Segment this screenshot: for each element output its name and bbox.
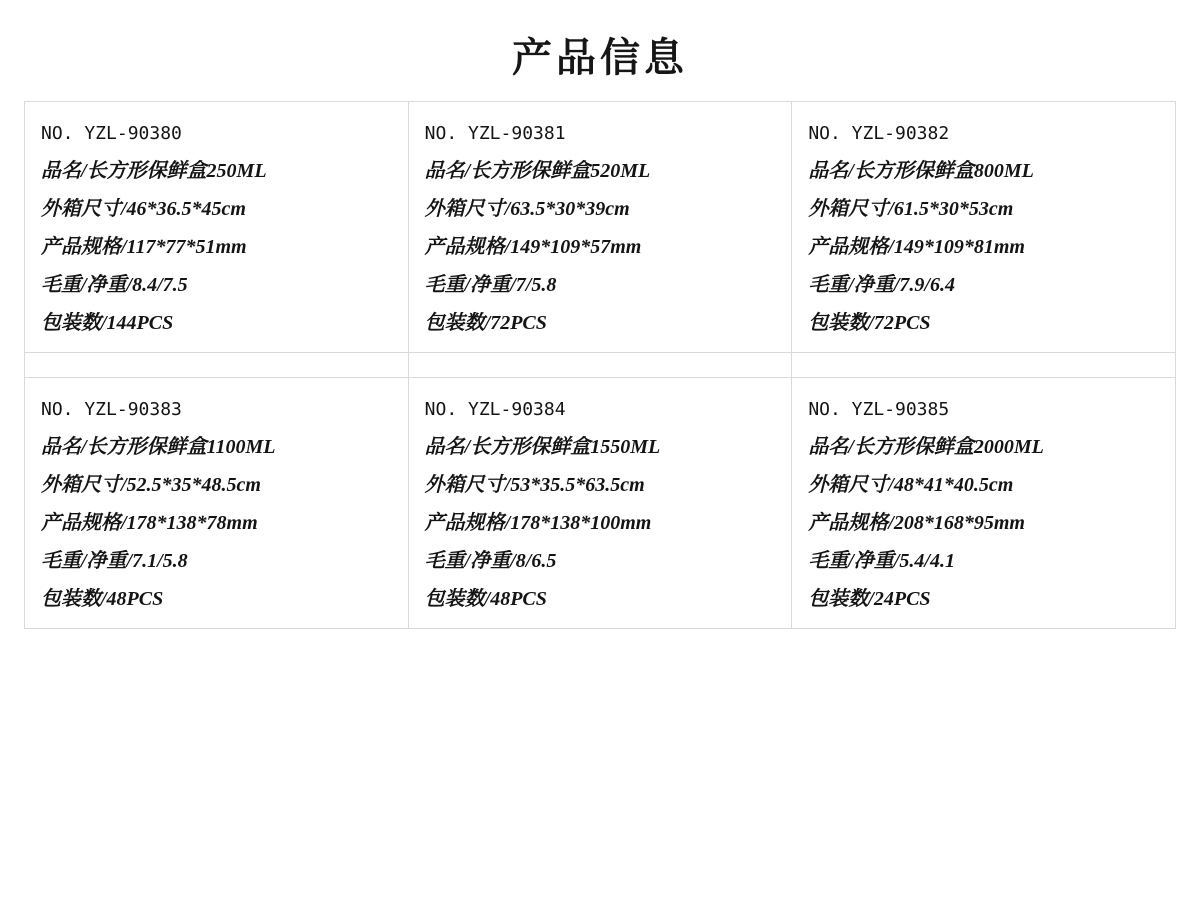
product-gross-net-weight: 毛重/净重/8/6.5 [424, 550, 557, 572]
product-packing-qty: 包装数/48PCS [424, 588, 547, 610]
table-row [25, 378, 1176, 629]
page-title: 产品信息 [512, 35, 688, 81]
product-spec: 产品规格/178*138*100mm [424, 512, 652, 534]
product-gross-net-weight: 毛重/净重/5.4/4.1 [808, 550, 955, 572]
product-name: 品名/长方形保鲜盒800ML [808, 160, 1034, 182]
product-no: NO. YZL-90381 [424, 123, 566, 144]
product-spec-table [24, 101, 1176, 629]
product-packing-qty: 包装数/48PCS [41, 588, 164, 610]
product-packing-qty: 包装数/72PCS [424, 312, 547, 334]
spacer-cell [792, 353, 1176, 378]
product-name: 品名/长方形保鲜盒520ML [424, 160, 651, 182]
product-name: 品名/长方形保鲜盒1550ML [424, 436, 661, 458]
product-gross-net-weight: 毛重/净重/8.4/7.5 [41, 274, 188, 296]
product-cell [408, 102, 792, 353]
product-carton-size: 外箱尺寸/53*35.5*63.5cm [424, 474, 645, 496]
product-no: NO. YZL-90382 [808, 123, 950, 144]
product-spec: 产品规格/149*109*81mm [808, 236, 1025, 258]
product-carton-size: 外箱尺寸/52.5*35*48.5cm [41, 474, 261, 496]
product-cell [25, 378, 409, 629]
product-cell [792, 378, 1176, 629]
product-no: NO. YZL-90384 [424, 399, 566, 420]
product-spec: 产品规格/208*168*95mm [808, 512, 1025, 534]
product-name: 品名/长方形保鲜盒250ML [41, 160, 267, 182]
product-carton-size: 外箱尺寸/61.5*30*53cm [808, 198, 1014, 220]
product-name: 品名/长方形保鲜盒1100ML [41, 436, 276, 458]
product-no: NO. YZL-90380 [41, 123, 182, 144]
product-gross-net-weight: 毛重/净重/7.1/5.8 [41, 550, 188, 572]
product-carton-size: 外箱尺寸/48*41*40.5cm [808, 474, 1014, 496]
product-packing-qty: 包装数/144PCS [41, 312, 174, 334]
product-cell [25, 102, 409, 353]
spacer-cell [25, 353, 409, 378]
product-name: 品名/长方形保鲜盒2000ML [808, 436, 1044, 458]
spacer-cell [408, 353, 792, 378]
product-carton-size: 外箱尺寸/63.5*30*39cm [424, 198, 630, 220]
product-no: NO. YZL-90383 [41, 399, 182, 420]
product-gross-net-weight: 毛重/净重/7/5.8 [424, 274, 557, 296]
product-spec: 产品规格/149*109*57mm [424, 236, 642, 258]
table-spacer-row [25, 353, 1176, 378]
product-spec: 产品规格/178*138*78mm [41, 512, 258, 534]
product-spec: 产品规格/117*77*51mm [41, 236, 247, 258]
product-carton-size: 外箱尺寸/46*36.5*45cm [41, 198, 246, 220]
product-packing-qty: 包装数/24PCS [808, 588, 931, 610]
product-cell [792, 102, 1176, 353]
product-cell [408, 378, 792, 629]
table-row [25, 102, 1176, 353]
product-packing-qty: 包装数/72PCS [808, 312, 931, 334]
product-no: NO. YZL-90385 [808, 399, 950, 420]
product-gross-net-weight: 毛重/净重/7.9/6.4 [808, 274, 955, 296]
